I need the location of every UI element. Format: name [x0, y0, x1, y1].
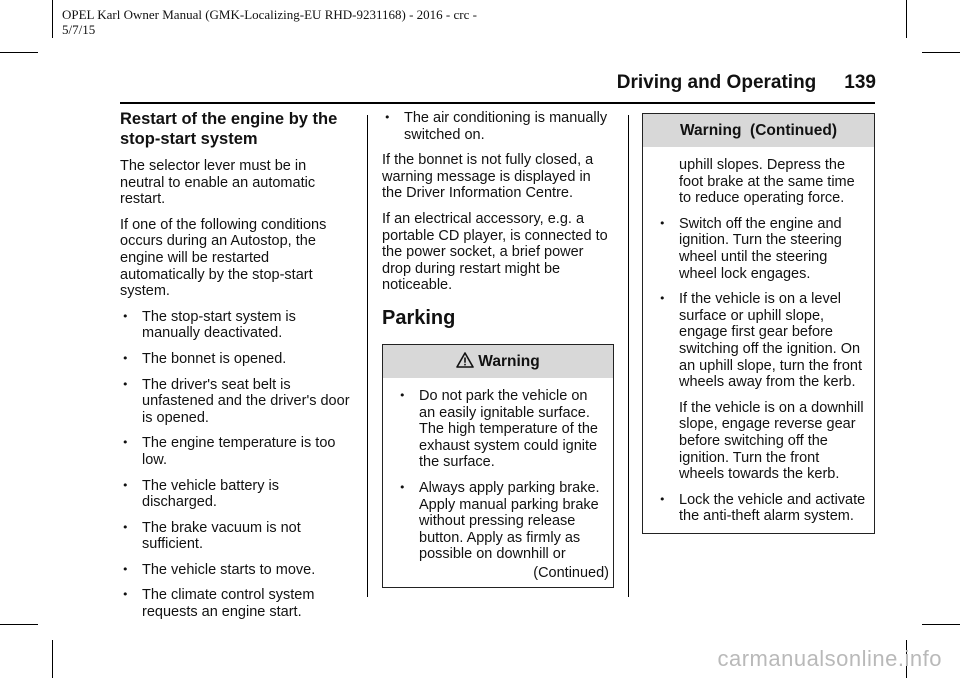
- crop-mark: [52, 0, 53, 38]
- list-item: • Lock the vehicle and activate the anti-theft alarm system.: [653, 492, 866, 525]
- condition-list-continued: [382, 110, 614, 143]
- list-item: • If the vehicle is on a level surface or uphill slope, engage first gear before switching off the ignition. On an uphill slope, turn the front wheels away from the kerb.: [653, 291, 866, 391]
- warning-triangle-icon: [456, 347, 474, 380]
- warning-list: [393, 388, 605, 563]
- column-2: [382, 110, 614, 588]
- header-rule: [120, 102, 875, 104]
- column-divider: [628, 115, 629, 597]
- crop-mark: [922, 624, 960, 625]
- watermark: carmanualsonline.info: [717, 646, 942, 671]
- column-1: [120, 110, 352, 630]
- paragraph: If the vehicle is on a downhill slope, engage reverse gear before switching off the ignition. Turn the front wheels towards the kerb.: [679, 399, 864, 483]
- warning-box-continued: [642, 113, 875, 534]
- meta-line-2: 5/7/15: [62, 22, 96, 37]
- warning-box: [382, 344, 614, 589]
- list-item: • Do not park the vehicle on an easily ignitable surface. The high temperature of the exhaust system could ignite the surface.: [393, 388, 605, 471]
- list-item: • The climate control system requests an engine start.: [120, 587, 352, 620]
- warning-header: [383, 345, 613, 378]
- list-item: • The vehicle starts to move.: [120, 562, 352, 579]
- running-head: [617, 72, 876, 94]
- list-item: • The air conditioning is manually switched on.: [382, 110, 614, 143]
- section-heading-restart: Restart of the engine by the stop-start system: [120, 110, 338, 148]
- warning-body: [643, 147, 874, 533]
- section-heading-parking: Parking: [382, 306, 456, 329]
- crop-mark: [922, 52, 960, 53]
- list-item: • The brake vacuum is not sufficient.: [120, 520, 352, 553]
- condition-list: [120, 309, 352, 621]
- paragraph: If the bonnet is not fully closed, a warning message is displayed in the Driver Information Centre.: [382, 152, 594, 202]
- column-3: [642, 113, 875, 534]
- warning-list: [653, 492, 866, 525]
- section-title: Driving and Operating: [616, 72, 817, 93]
- list-item: • The vehicle battery is discharged.: [120, 478, 352, 511]
- crop-mark: [0, 52, 38, 53]
- paragraph: The selector lever must be in neutral to enable an automatic restart.: [120, 158, 316, 208]
- list-item: • The driver's seat belt is unfastened and the driver's door is opened.: [120, 377, 352, 427]
- crop-mark: [906, 0, 907, 38]
- warning-header: Warning (Continued): [643, 114, 874, 147]
- list-item: • Always apply parking brake. Apply manual parking brake without pressing release button. Apply as firmly as possible on downhill or: [393, 480, 605, 563]
- paragraph: uphill slopes. Depress the foot brake at the same time to reduce operating force.: [679, 157, 855, 207]
- continued-label: (Continued): [533, 564, 609, 581]
- column-divider: [367, 115, 368, 597]
- list-item: • The engine temperature is too low.: [120, 435, 352, 468]
- list-item: • The stop-start system is manually deactivated.: [120, 309, 352, 342]
- paragraph: If an electrical accessory, e.g. a portable CD player, is connected to the power socket, a brief power drop during restart might be noticeable.: [382, 210, 608, 294]
- page-number: 139: [844, 72, 876, 93]
- meta-line-1: OPEL Karl Owner Manual (GMK-Localizing-EU RHD-9231168) - 2016 - crc -: [62, 7, 477, 22]
- crop-mark: [52, 640, 53, 678]
- warning-body: [383, 378, 613, 588]
- warning-list: [653, 216, 866, 391]
- warning-title: Warning: [478, 352, 540, 370]
- crop-mark: [0, 624, 38, 625]
- list-item: • Switch off the engine and ignition. Turn the steering wheel until the steering wheel lock engages.: [653, 216, 866, 282]
- list-item: • The bonnet is opened.: [120, 351, 352, 368]
- paragraph: If one of the following conditions occurs during an Autostop, the engine will be restarted automatically by the stop-start system.: [120, 216, 327, 300]
- print-metadata: [62, 7, 477, 37]
